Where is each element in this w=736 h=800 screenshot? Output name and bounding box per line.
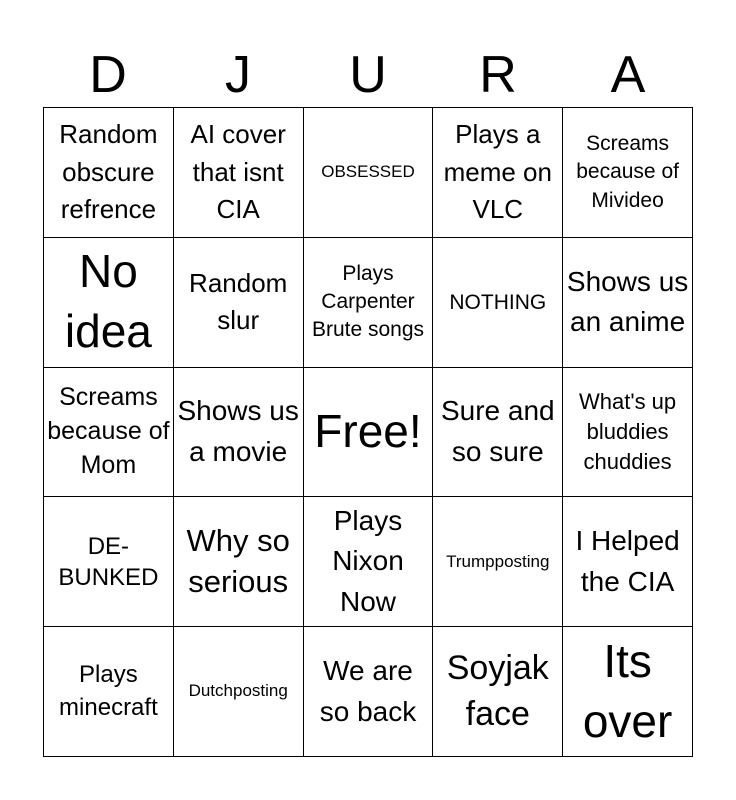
bingo-cell[interactable] <box>304 238 434 368</box>
bingo-cell[interactable] <box>563 497 693 627</box>
header-letter-j: J <box>225 46 251 104</box>
bingo-cell[interactable] <box>44 238 174 368</box>
bingo-cell-text: Screams because of Mivideo <box>576 131 679 212</box>
bingo-cell[interactable] <box>304 108 434 238</box>
bingo-cell-text: Trumpposting <box>446 551 550 571</box>
bingo-cell[interactable] <box>174 497 304 627</box>
bingo-cell-text: Plays minecraft <box>59 661 158 721</box>
bingo-cell[interactable] <box>433 238 563 368</box>
bingo-cell[interactable] <box>304 497 434 627</box>
bingo-cell-text: Plays Carpenter Brute songs <box>311 261 425 342</box>
bingo-cell[interactable] <box>433 368 563 498</box>
header-letter-d: D <box>89 46 127 104</box>
bingo-cell[interactable] <box>44 627 174 757</box>
bingo-cell-text: Shows us a movie <box>177 395 299 467</box>
bingo-cell-text: I Helped the CIA <box>575 525 680 597</box>
bingo-cell-text: OBSESSED <box>321 162 415 182</box>
header-letter-u: U <box>349 46 387 104</box>
bingo-cell[interactable] <box>44 108 174 238</box>
bingo-cell-text: Random obscure refrence <box>59 118 158 225</box>
bingo-cell-text: Sure and so sure <box>440 395 555 467</box>
bingo-cell[interactable] <box>433 108 563 238</box>
bingo-cell[interactable] <box>44 368 174 498</box>
bingo-cell-text: Screams because of Mom <box>47 383 170 479</box>
header-letter-r: R <box>479 46 517 104</box>
bingo-cell-text: Free! <box>314 405 422 458</box>
bingo-cell[interactable] <box>433 497 563 627</box>
bingo-cell-text: Random slur <box>189 267 288 336</box>
bingo-cell-text: Its over <box>582 634 673 747</box>
bingo-cell[interactable] <box>563 368 693 498</box>
bingo-cell-text: Shows us an anime <box>566 265 689 338</box>
bingo-cell[interactable] <box>174 368 304 498</box>
bingo-cell[interactable] <box>174 108 304 238</box>
bingo-cell-text: Plays Nixon Now <box>332 504 404 618</box>
bingo-cell-text: Soyjak face <box>446 648 549 733</box>
bingo-cell[interactable] <box>304 627 434 757</box>
bingo-cell-text: No idea <box>64 245 152 358</box>
bingo-cell-text: We are so back <box>319 655 417 727</box>
bingo-cell-text: AI cover that isnt CIA <box>190 118 286 225</box>
bingo-board <box>43 107 693 757</box>
bingo-cell-text: Why so serious <box>186 523 290 599</box>
bingo-cell[interactable] <box>174 238 304 368</box>
bingo-cell-text: DE-BUNKED <box>58 532 159 591</box>
bingo-cell-text: Plays a meme on VLC <box>443 118 552 225</box>
bingo-cell[interactable] <box>563 108 693 238</box>
bingo-cell[interactable] <box>433 627 563 757</box>
bingo-cell[interactable] <box>563 627 693 757</box>
header-letter-a: A <box>610 46 646 104</box>
bingo-header <box>43 44 693 106</box>
bingo-cell-text: What's up bluddies chuddies <box>579 389 677 474</box>
bingo-cell-text: Dutchposting <box>188 681 288 701</box>
bingo-cell[interactable] <box>44 497 174 627</box>
bingo-cell[interactable] <box>563 238 693 368</box>
bingo-cell[interactable] <box>174 627 304 757</box>
bingo-cell-text: NOTHING <box>449 290 547 314</box>
bingo-cell[interactable] <box>304 368 434 498</box>
